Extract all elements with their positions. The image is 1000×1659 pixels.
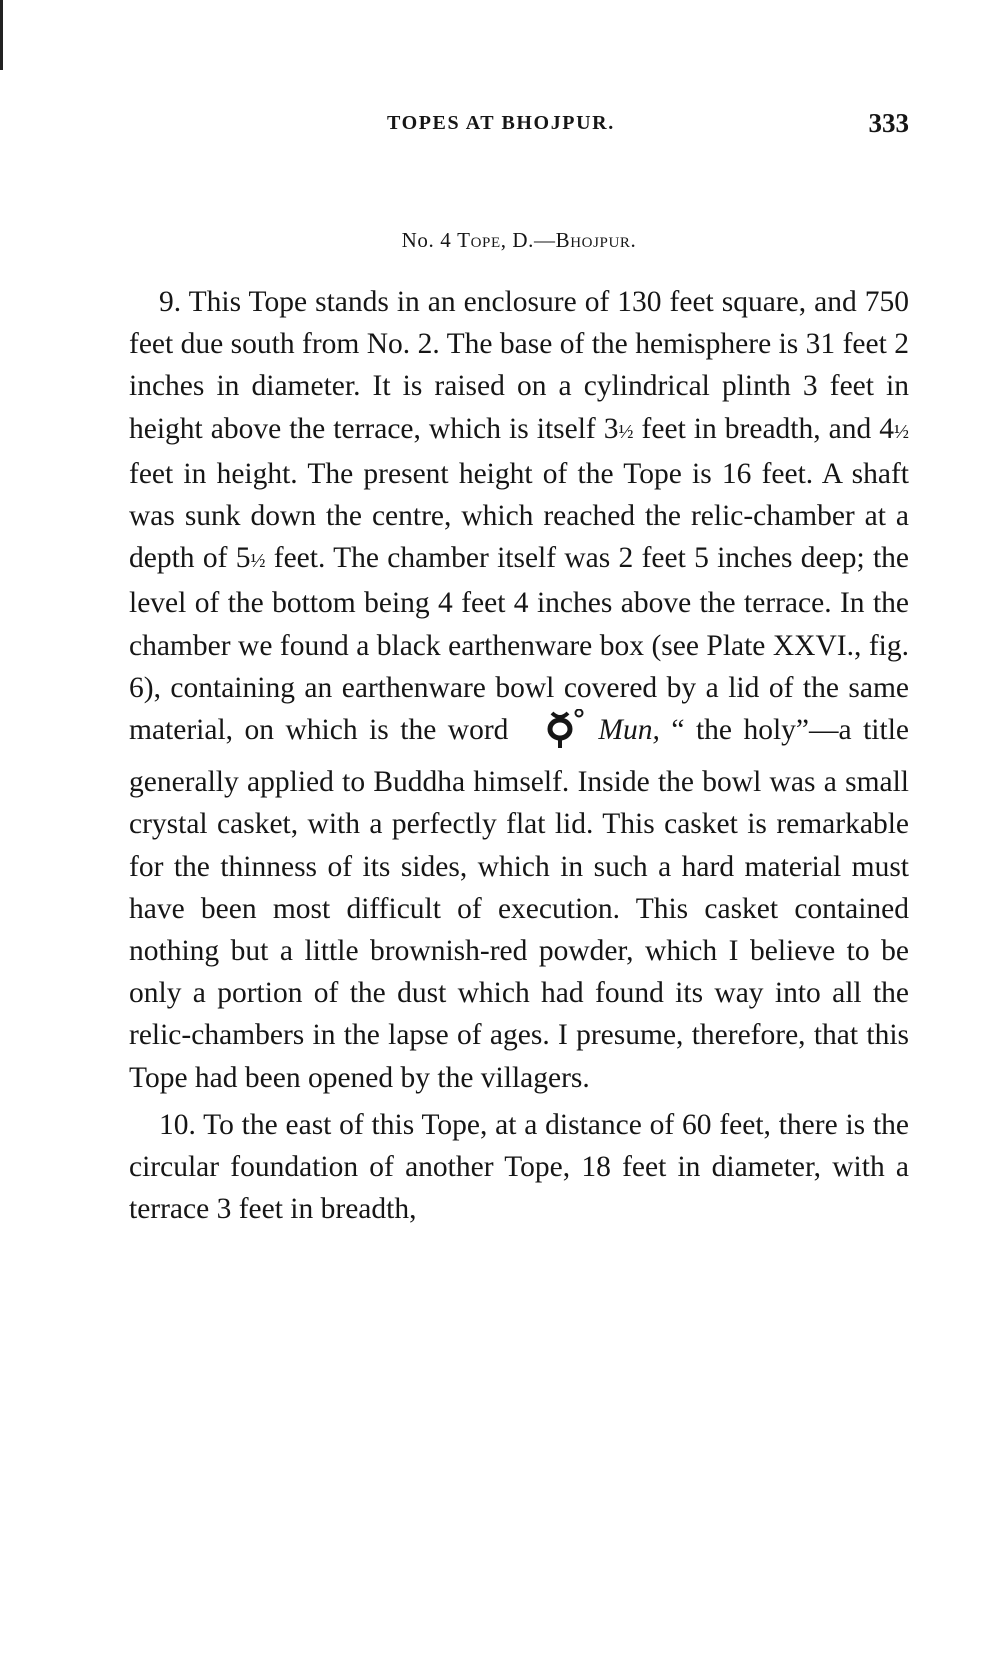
body-text: [129, 281, 909, 1230]
paragraph-9-part-e: “ the holy”—a title generally applied to Buddha himself. Inside the bowl was a small crystal casket, with a perfectly flat lid. This casket is remarkable for the thinness of its sides, which in such a hard material must have been most difficult of execution. This casket contained nothing but a little brownish-red powder, which I believe to be only a portion of the dust which had found its way into all the relic-chambers in the lapse of ages. I presume, therefore, that this Tope had been opened by the villagers.: [129, 714, 909, 1094]
inline-word-mun: Mun,: [598, 714, 660, 747]
paragraph-9-part-b: feet in breadth, and 4: [633, 412, 895, 445]
paragraph-9: [129, 281, 909, 1099]
running-title: TOPES AT BHOJPUR.: [387, 112, 615, 134]
fraction-half: ½: [250, 550, 266, 573]
page-number: 333: [868, 108, 909, 138]
paragraph-9-part-c: feet in height. The present height of the Tope is 16 feet. A shaft was sunk down the centre, which reached the relic-chamber at a depth of 5: [129, 457, 909, 575]
paragraph-10: 10. To the east of this Tope, at a distance of 60 feet, there is the circular foundation of another Tope, 18 feet in diameter, with a terrace 3 feet in breadth,: [129, 1108, 909, 1226]
inscription-glyph-icon: [516, 709, 592, 761]
section-heading: [129, 228, 909, 253]
running-head: [129, 108, 909, 148]
fraction-half: ½: [618, 420, 634, 443]
section-heading-main: Tope, D.—Bhojpur.: [457, 228, 637, 252]
page-edge-mark: [0, 0, 3, 70]
paragraph-9-part-a: 9. This Tope stands in an enclosure of 130 feet square, and 750 feet due south from No. 2. The base of the hemisphere is 31 feet 2 inches in diameter. It is raised on a cylindrical plinth 3 feet in height above the terrace, which is itself 3: [129, 286, 909, 445]
section-heading-prefix: No. 4: [401, 228, 458, 252]
fraction-half: ½: [894, 420, 910, 443]
paragraph-9-part-d: feet. The chamber itself was 2 feet 5 inches deep; the level of the bottom being 4 feet 4 inches above the terrace. In the chamber we found a black earthenware box (see Plate XXVI., fig. 6), containing an earthenware bowl covered by a lid of the same material, on which is the word: [129, 542, 909, 747]
